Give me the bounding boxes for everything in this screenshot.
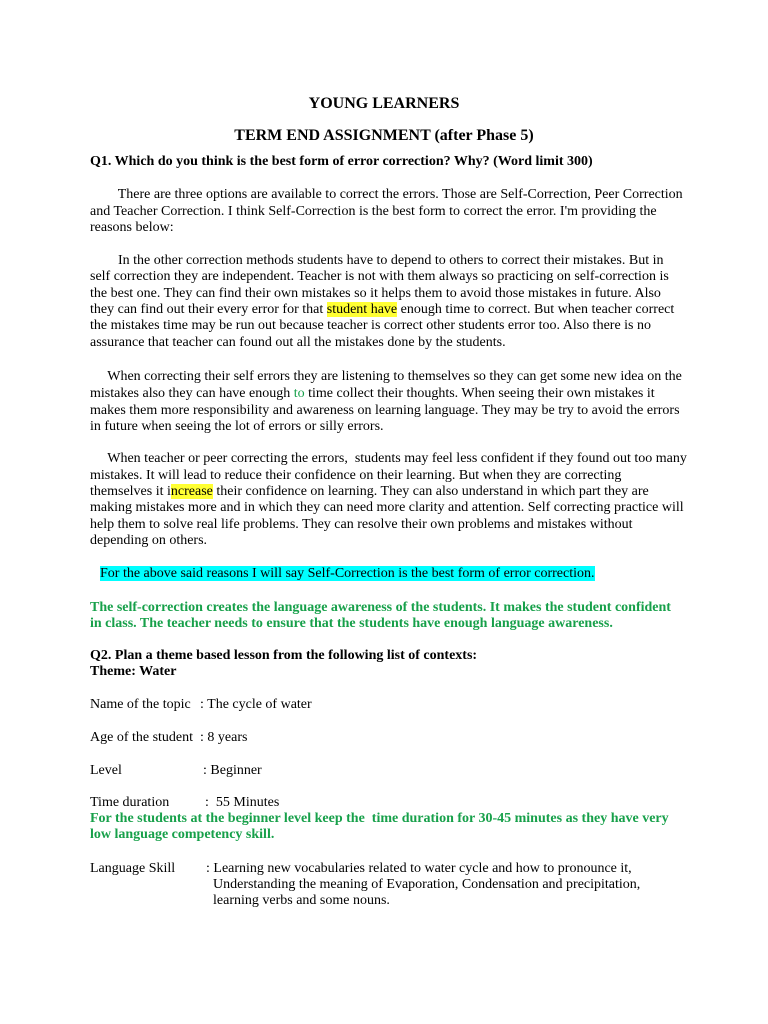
- teacher-feedback-line: The self-correction creates the language awareness of the students. It makes the student confident: [90, 600, 671, 615]
- paragraph-4-line: depending on others.: [90, 533, 208, 548]
- text-run: mistakes also they can have enough: [90, 386, 294, 401]
- paragraph-2-line: the mistakes time may be run out because teacher is correct other students error too. Also there is no: [90, 318, 651, 333]
- language-skill-value-line: : Learning new vocabularies related to water cycle and how to pronounce it,: [206, 861, 632, 876]
- paragraph-2-line: In the other correction methods students have to depend to others to correct their mistakes. But in: [90, 253, 664, 268]
- question-1: Q1. Which do you think is the best form of error correction? Why? (Word limit 300): [90, 154, 593, 169]
- paragraph-4-line: help them to solve real life problems. They can resolve their own problems and mistakes without: [90, 517, 633, 532]
- paragraph-1-line: and Teacher Correction. I think Self-Correction is the best form to correct the error. I'm providing the: [90, 204, 657, 219]
- theme-heading: Theme: Water: [90, 664, 177, 679]
- paragraph-4-line: [90, 484, 649, 500]
- teacher-feedback-line: For the students at the beginner level keep the time duration for 30-45 minutes as they have very: [90, 811, 669, 826]
- language-skill-value-line: learning verbs and some nouns.: [206, 893, 390, 908]
- paragraph-2-line: self correction they are independent. Teacher is not with them always so practicing on self-correction is: [90, 269, 669, 284]
- highlighted-conclusion: For the above said reasons I will say Self-Correction is the best form of error correction.: [100, 566, 595, 581]
- paragraph-2-line: the best one. They can find their own mistakes so it helps them to avoid those mistakes in future. Also: [90, 286, 661, 301]
- paragraph-4-line: When teacher or peer correcting the errors, students may feel less confident if they found out too many: [90, 451, 687, 466]
- highlighted-text: student have: [326, 302, 398, 317]
- paragraph-3-line: makes them more responsibility and awareness on learning language. They may be try to avoid the errors: [90, 403, 680, 418]
- text-run: enough time to correct. But when teacher correct: [397, 302, 675, 317]
- paragraph-1-line: reasons below:: [90, 220, 174, 235]
- paragraph-3-line: When correcting their self errors they are listening to themselves so they can get some new idea on the: [90, 369, 682, 384]
- paragraph-3-line: [90, 386, 655, 402]
- question-2: Q2. Plan a theme based lesson from the following list of contexts:: [90, 648, 478, 663]
- text-run: time collect their thoughts. When seeing their own mistakes it: [304, 386, 655, 401]
- time-duration-value: : 55 Minutes: [205, 795, 280, 810]
- level-value: : Beginner: [203, 763, 262, 778]
- age-label: Age of the student: [90, 730, 194, 745]
- text-run: their confidence on learning. They can also understand in which part they are: [212, 484, 649, 499]
- conclusion-line: [100, 566, 595, 582]
- topic-value: : The cycle of water: [200, 697, 312, 712]
- paragraph-3-line: in future when seeing the lot of errors or silly errors.: [90, 419, 384, 434]
- paragraph-1-line: There are three options are available to correct the errors. Those are Self-Correction, Peer Correction: [90, 187, 683, 202]
- text-run: themselves it i: [90, 484, 171, 499]
- age-value: : 8 years: [200, 730, 248, 745]
- inserted-word: to: [293, 386, 305, 401]
- highlighted-text: ncrease: [170, 484, 213, 499]
- teacher-feedback-line: low language competency skill.: [90, 827, 275, 842]
- document-subtitle: TERM END ASSIGNMENT (after Phase 5): [234, 127, 534, 144]
- paragraph-2-line: assurance that teacher can found out all the mistakes done by the students.: [90, 335, 506, 350]
- language-skill-label: Language Skill: [90, 861, 176, 876]
- paragraph-2-line: [90, 302, 674, 318]
- text-run: they can find out their every error for that: [90, 302, 327, 317]
- level-label: Level: [90, 763, 122, 778]
- time-duration-label: Time duration: [90, 795, 170, 810]
- language-skill-value-line: Understanding the meaning of Evaporation, Condensation and precipitation,: [206, 877, 641, 892]
- teacher-feedback-line: in class. The teacher needs to ensure that the students have enough language awareness.: [90, 616, 613, 631]
- paragraph-4-line: mistakes. It will lead to reduce their confidence on their learning. But when they are correcting: [90, 468, 622, 483]
- paragraph-4-line: making mistakes more and in which they can need more clarity and attention. Self correcting practice will: [90, 500, 684, 515]
- topic-label: Name of the topic: [90, 697, 191, 712]
- document-title: YOUNG LEARNERS: [308, 95, 460, 112]
